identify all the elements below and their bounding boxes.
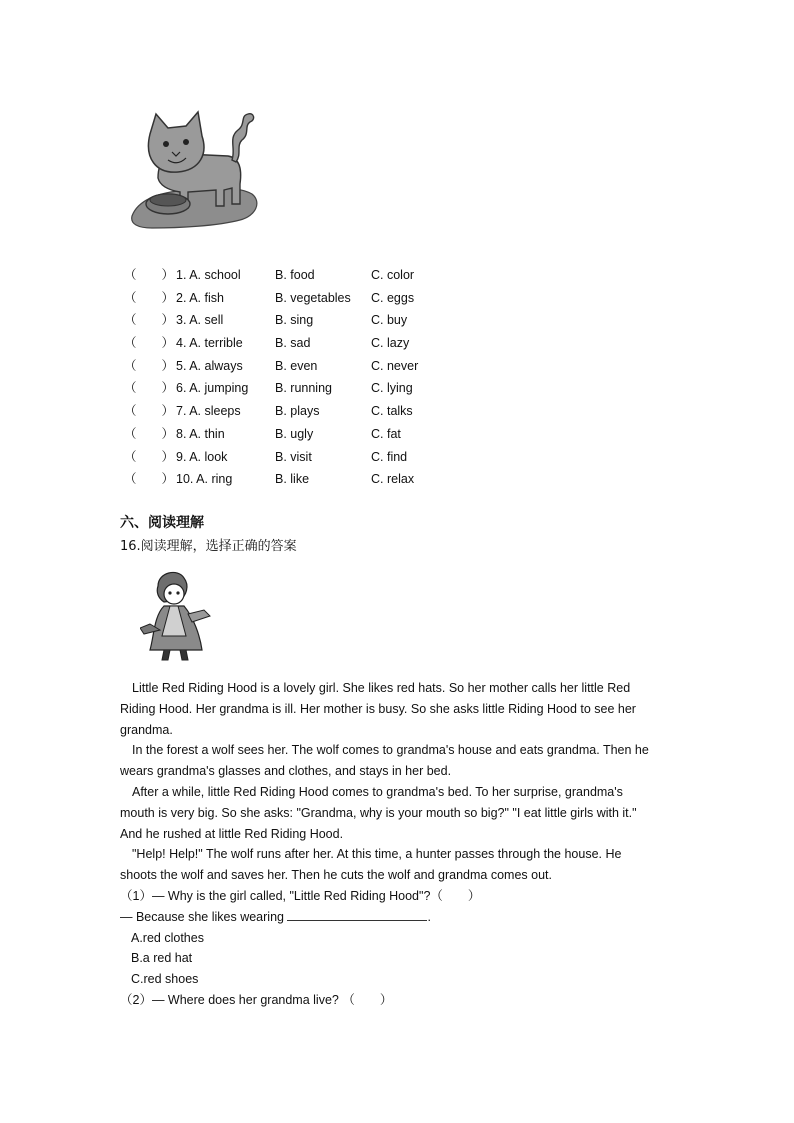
option-b[interactable]: B. food: [275, 268, 315, 282]
option-b[interactable]: B. visit: [275, 449, 312, 464]
option-b[interactable]: B.a red hat: [131, 951, 193, 965]
passage-line: shoots the wolf and saves her. Then he cuts the wolf and grandma comes out.: [120, 868, 552, 883]
option-c[interactable]: C.red shoes: [131, 972, 199, 986]
option-a[interactable]: 5. A. always: [176, 358, 243, 373]
option-a[interactable]: 9. A. look: [176, 449, 228, 464]
red-riding-hood-illustration: [140, 566, 220, 666]
option-c[interactable]: C. eggs: [371, 290, 415, 305]
question-title: 16.阅读理解，选择正确的答案: [120, 539, 297, 554]
passage-line: mouth is very big. So she asks: "Grandma, why is your mouth so big?" "I eat little girls with it.": [120, 805, 637, 820]
option-a[interactable]: 3. A. sell: [176, 313, 224, 328]
option-c[interactable]: C. fat: [371, 426, 401, 441]
passage-line: After a while, little Red Riding Hood comes to grandma's bed. To her surprise, grandma's: [132, 784, 623, 799]
reading-passage: [120, 678, 668, 886]
option-a[interactable]: 2. A. fish: [176, 290, 224, 305]
answer-paren[interactable]: （ ）: [124, 336, 175, 351]
option-a[interactable]: 10. A. ring: [176, 472, 233, 487]
option-b[interactable]: B. like: [275, 472, 310, 487]
option-c[interactable]: C. color: [371, 268, 415, 282]
option-c[interactable]: C. find: [371, 449, 408, 464]
option-b[interactable]: B. vegetables: [275, 290, 351, 305]
passage-paragraph: [120, 740, 668, 782]
answer-paren[interactable]: （ ）: [124, 472, 175, 487]
option-c[interactable]: C. never: [371, 358, 419, 373]
answer-paren[interactable]: （ ）: [124, 381, 175, 396]
question-2: （2）— Where does her grandma live? （ ）: [120, 993, 393, 1007]
passage-paragraph: [120, 782, 668, 844]
answer-paren[interactable]: （ ）: [124, 313, 175, 328]
answer-blank[interactable]: [287, 908, 427, 921]
option-b[interactable]: B. sing: [275, 313, 314, 328]
answer-suffix: .: [427, 910, 431, 924]
option-a[interactable]: 6. A. jumping: [176, 381, 249, 396]
answer-paren[interactable]: （ ）: [124, 358, 175, 373]
option-b[interactable]: B. sad: [275, 336, 311, 351]
option-c[interactable]: C. lying: [371, 381, 413, 396]
option-c[interactable]: C. buy: [371, 313, 408, 328]
option-b[interactable]: B. running: [275, 381, 332, 396]
option-a[interactable]: 4. A. terrible: [176, 336, 243, 351]
passage-line: In the forest a wolf sees her. The wolf comes to grandma's house and eats grandma. Then he: [132, 743, 649, 758]
answer-paren[interactable]: （ ）: [124, 290, 175, 305]
option-b[interactable]: B. plays: [275, 404, 320, 419]
answer-prefix: — Because she likes wearing: [120, 910, 288, 924]
passage-paragraph: [120, 844, 668, 886]
option-a[interactable]: 1. A. school: [176, 268, 241, 282]
option-a[interactable]: A.red clothes: [131, 931, 204, 945]
question-1: （1）— Why is the girl called, "Little Red Riding Hood"?（ ）: [120, 889, 481, 903]
answer-paren[interactable]: （ ）: [124, 449, 175, 464]
option-c[interactable]: C. relax: [371, 472, 415, 487]
passage-line: And he rushed at little Red Riding Hood.: [120, 826, 344, 841]
passage-line: "Help! Help!" The wolf runs after her. At this time, a hunter passes through the house. He: [132, 847, 622, 862]
option-a[interactable]: 7. A. sleeps: [176, 404, 241, 419]
section-heading: 六、阅读理解: [120, 515, 204, 531]
option-b[interactable]: B. even: [275, 358, 318, 373]
passage-line: Little Red Riding Hood is a lovely girl. She likes red hats. So her mother calls her little Red: [132, 681, 631, 695]
passage-line: Riding Hood. Her grandma is ill. Her mother is busy. So she asks little Riding Hood to see her: [120, 701, 636, 716]
answer-paren[interactable]: （ ）: [124, 426, 175, 441]
option-c[interactable]: C. lazy: [371, 336, 410, 351]
answer-paren[interactable]: （ ）: [124, 268, 175, 282]
passage-line: grandma.: [120, 722, 173, 737]
option-c[interactable]: C. talks: [371, 404, 413, 419]
option-a[interactable]: 8. A. thin: [176, 426, 225, 441]
option-b[interactable]: B. ugly: [275, 426, 314, 441]
cat-illustration: [128, 108, 264, 238]
passage-paragraph: [120, 678, 668, 740]
passage-line: wears grandma's glasses and clothes, and stays in her bed.: [120, 764, 452, 779]
answer-paren[interactable]: （ ）: [124, 404, 175, 419]
question-1-answer-line: [120, 907, 431, 928]
